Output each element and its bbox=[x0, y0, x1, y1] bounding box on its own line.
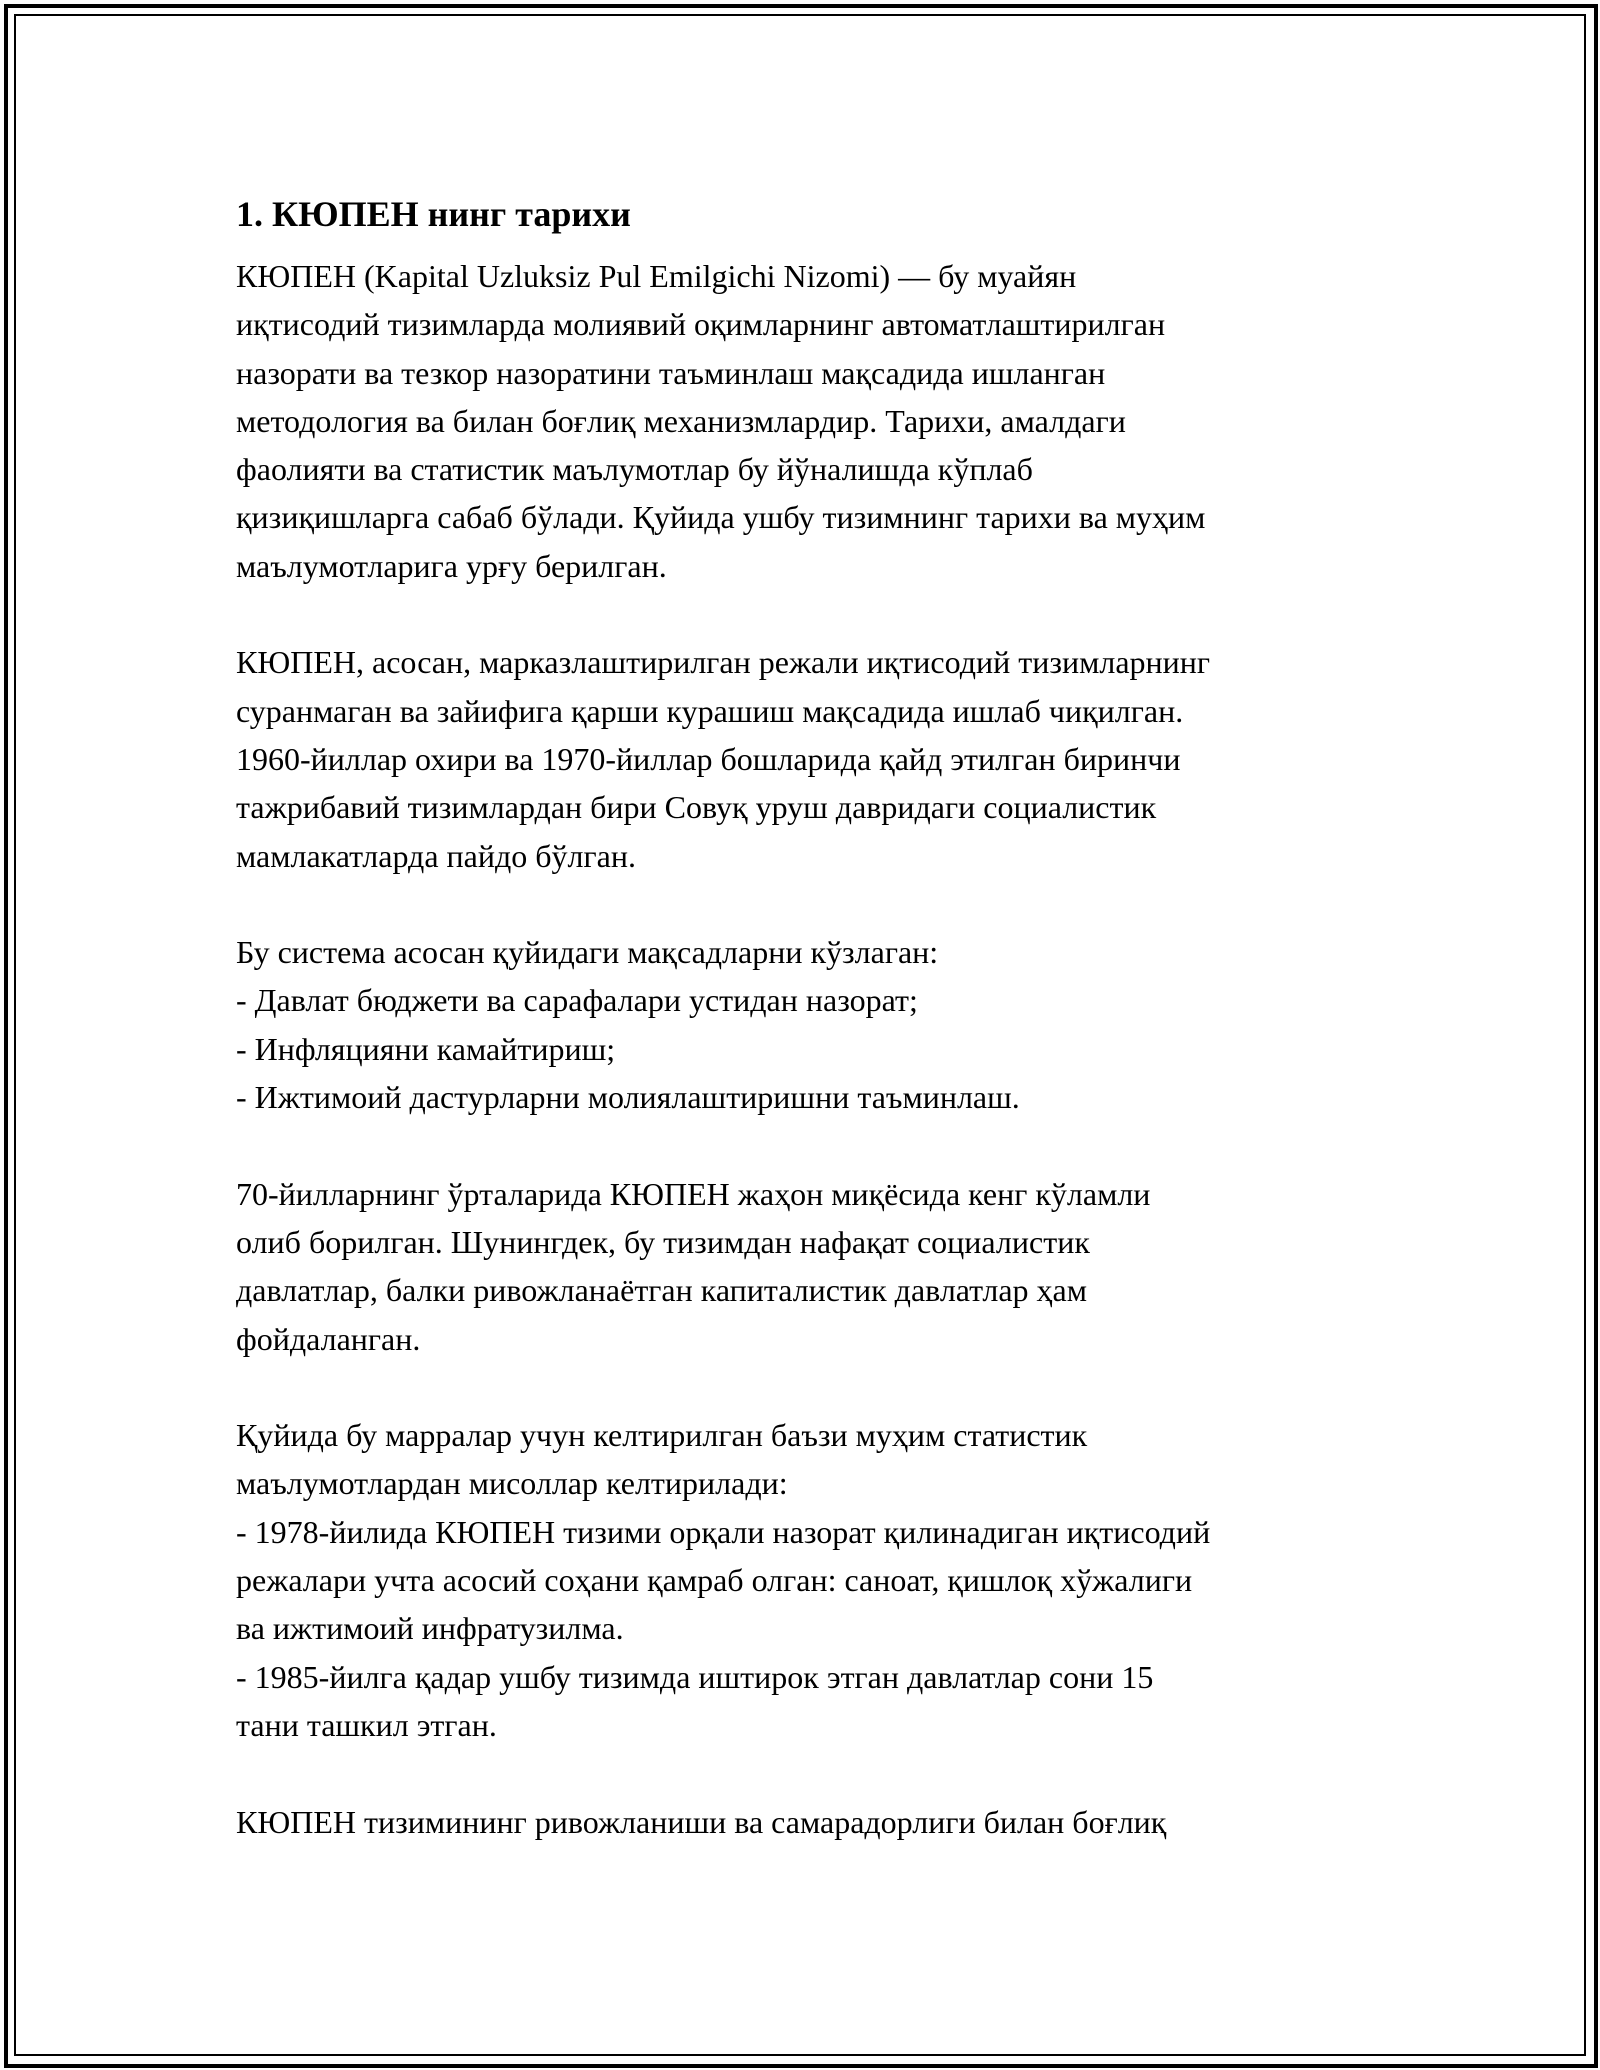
paragraph-statistics: Қуйида бу марралар учун келтирилган баъзи муҳим статистик маълумотлардан мисоллар келтирилади: - 1978-йилида КЮПЕН тизими орқали назорат қилинадиган иқтисодий режалари учта асосий соҳани қамраб олган: саноат, қишлоқ хўжалиги ва ижтимоий инфратузилма. - 1985-йилга қадар ушбу тизимда иштирок этган давлатлар сони 15 тани ташкил этган. bbox=[236, 1417, 1211, 1743]
section-heading: 1. КЮПЕН нинг тарихи bbox=[236, 194, 631, 234]
paragraph-continuation: КЮПЕН тизимининг ривожланиши ва самарадорлиги билан боғлиқ bbox=[236, 1803, 1167, 1840]
paragraph-expansion: 70-йилларнинг ўрталарида КЮПЕН жаҳон миқёсида кенг кўламли олиб борилган. Шунингдек, бу тизимдан нафақат социалистик давлатлар, балки ривожланаётган капиталистик давлатлар ҳам фойдаланган. bbox=[236, 1175, 1151, 1357]
paragraph-origins: КЮПЕН, асосан, марказлаштирилган режали иқтисодий тизимларнинг суранмаган ва зайифига қарши курашиш мақсадида ишлаб чиқилган. 1960-йиллар охири ва 1970-йиллар бошларида қайд этилган биринчи тажрибавий тизимлардан бири Совуқ уруш давридаги социалистик мамлакатларда пайдо бўлган. bbox=[236, 644, 1211, 874]
paragraph-goals-list: Бу система асосан қуйидаги мақсадларни кўзлаган: - Давлат бюджети ва сарафалари устидан назорат; - Инфляцияни камайтириш; - Ижтимоий дастурларни молиялаштиришни таъминлаш. bbox=[236, 934, 1020, 1116]
paragraph-intro: КЮПЕН (Kapital Uzluksiz Pul Emilgichi Nizomi) — бу муайян иқтисодий тизимларда молиявий оқимларнинг автоматлаштирилган назорати ва тезкор назоратини таъминлаш мақсадида ишланган методология ва билан боғлиқ механизмлардир. Тарихи, амалдаги фаолияти ва статистик маълумотлар бу йўналишда кўплаб қизиқишларга сабаб бўлади. Қуйида ушбу тизимнинг тарихи ва муҳим маълумотларига урғу берилган. bbox=[236, 258, 1206, 584]
document-body bbox=[236, 186, 1366, 1894]
